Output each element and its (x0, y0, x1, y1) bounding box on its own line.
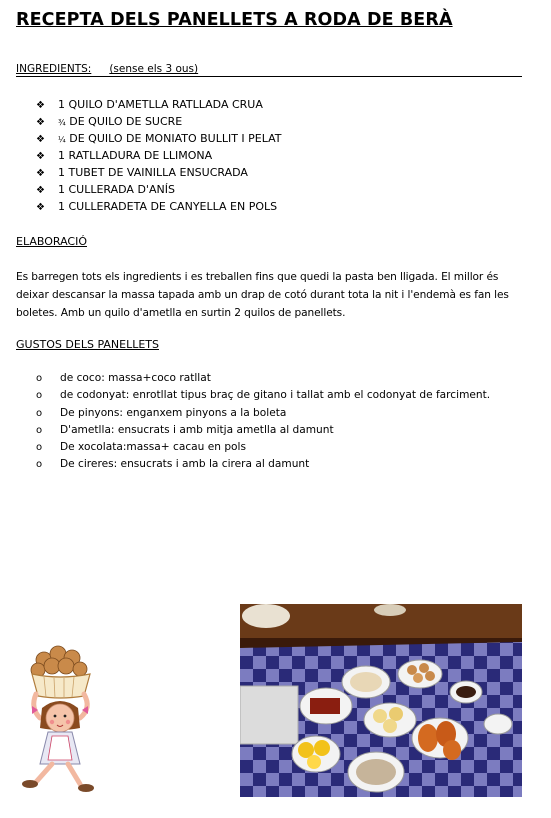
gust-text: De cireres: ensucrats i amb la cirera al damunt (60, 458, 310, 471)
gustos-list (36, 370, 490, 474)
ingredients-heading-label: INGREDIENTS: (16, 63, 92, 75)
list-item (36, 387, 490, 404)
diamond-bullet-icon: ❖ (36, 151, 45, 162)
ingredient-text: 1 RATLLADURA DE LLIMONA (58, 149, 213, 162)
list-item (36, 405, 490, 422)
list-item (36, 181, 282, 198)
diamond-bullet-icon: ❖ (36, 117, 45, 128)
diamond-bullet-icon: ❖ (36, 202, 45, 213)
ingredient-text: DE QUILO DE MONIATO BULLIT I PELAT (69, 132, 282, 145)
ingredients-list (36, 96, 282, 215)
ingredients-note: (sense els 3 ous) (109, 63, 199, 75)
ingredient-text: 1 TUBET DE VAINILLA ENSUCRADA (58, 166, 248, 179)
ingredient-text: 1 CULLERADA D'ANÍS (58, 183, 175, 196)
girl-carrying-panellets-illustration (14, 636, 106, 796)
gustos-heading: GUSTOS DELS PANELLETS (16, 338, 159, 351)
diamond-bullet-icon: ❖ (36, 134, 45, 145)
diamond-bullet-icon: ❖ (36, 100, 45, 111)
list-item (36, 370, 490, 387)
ingredient-text: 1 CULLERADETA DE CANYELLA EN POLS (58, 200, 278, 213)
elaboracio-heading: ELABORACIÓ (16, 235, 87, 248)
list-item (36, 164, 282, 181)
circle-bullet-icon: o (36, 442, 43, 454)
fraction: ¼ (58, 135, 66, 144)
ingredients-heading (16, 63, 522, 77)
diamond-bullet-icon: ❖ (36, 185, 45, 196)
gust-text: de codonyat: enrotllat tipus braç de gitano i tallat amb el codonyat de farciment. (60, 389, 491, 402)
ingredient-text: DE QUILO DE SUCRE (69, 115, 183, 128)
gust-text: de coco: massa+coco ratllat (60, 372, 211, 384)
diamond-bullet-icon: ❖ (36, 168, 45, 179)
circle-bullet-icon: o (36, 424, 43, 436)
list-item (36, 96, 282, 113)
list-item (36, 439, 490, 456)
gust-text: De pinyons: enganxem pinyons a la boleta (60, 406, 287, 419)
gust-text: De xocolata:massa+ cacau en pols (60, 441, 246, 454)
panellets-table-photo (240, 604, 522, 797)
elaboracio-paragraph: Es barregen tots els ingredients i es treballen fins que quedi la pasta ben lligada. El millor és deixar descansar la massa tapada amb un drap de cotó durant tota la nit i l'endemà es fan les boletes. Amb un quilo d'ametlla en surtin 2 quilos de panellets. (16, 271, 509, 319)
circle-bullet-icon: o (36, 373, 43, 384)
page-title: RECEPTA DELS PANELLETS A RODA DE BERÀ (16, 10, 453, 30)
list-item (36, 422, 490, 439)
list-item (36, 113, 282, 130)
fraction: ¾ (58, 118, 66, 127)
list-item (36, 198, 282, 215)
circle-bullet-icon: o (36, 390, 43, 402)
list-item (36, 130, 282, 147)
list-item (36, 147, 282, 164)
list-item (36, 456, 490, 473)
ingredient-text: 1 QUILO D'AMETLLA RATLLADA CRUA (58, 98, 263, 111)
gust-text: D'ametlla: ensucrats i amb mitja ametlla al damunt (60, 423, 334, 436)
circle-bullet-icon: o (36, 459, 43, 471)
circle-bullet-icon: o (36, 407, 43, 419)
